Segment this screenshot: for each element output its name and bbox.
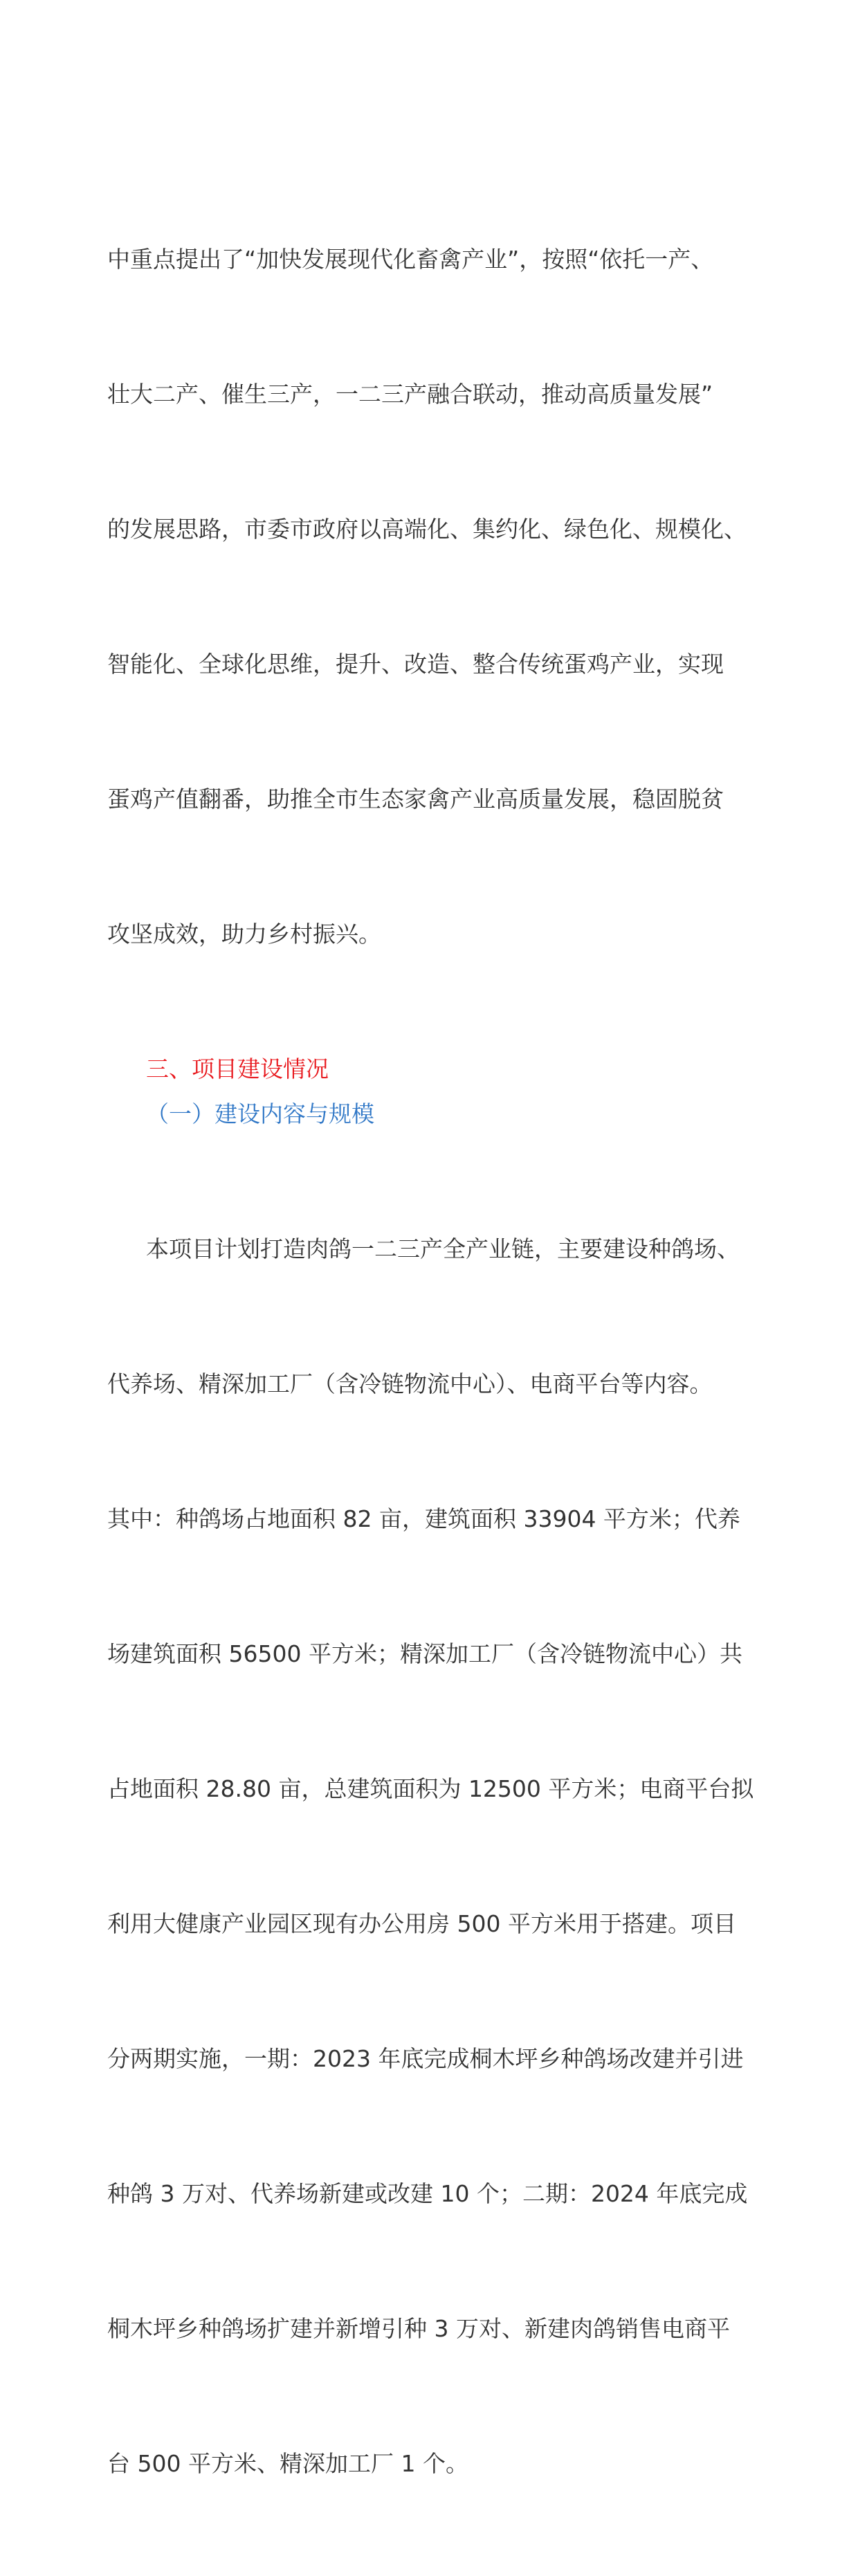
paragraph-line: 代养场、精深加工厂（含冷链物流中心）、电商平台等内容。 bbox=[107, 1370, 713, 1397]
paragraph-line: 本项目计划打造肉鸽一二三产全产业链，主要建设种鸽场、 bbox=[146, 1235, 740, 1262]
subsection-heading: （一）建设内容与规模 bbox=[146, 1100, 374, 1127]
paragraph-line: 分两期实施，一期：2023 年底完成桐木坪乡种鸽场改建并引进 bbox=[107, 2045, 744, 2072]
paragraph-line: 桐木坪乡种鸽场扩建并新增引种 3 万对、新建肉鸽销售电商平 bbox=[107, 2315, 730, 2342]
paragraph-line: 的发展思路，市委市政府以高端化、集约化、绿色化、规模化、 bbox=[107, 516, 747, 543]
paragraph-line: 场建筑面积 56500 平方米；精深加工厂（含冷链物流中心）共 bbox=[107, 1640, 742, 1667]
paragraph-line: 攻坚成效，助力乡村振兴。 bbox=[107, 920, 381, 947]
paragraph-line: 占地面积 28.80 亩，总建筑面积为 12500 平方米；电商平台拟 bbox=[107, 1775, 754, 1802]
document-body bbox=[107, 147, 754, 2576]
paragraph-line: 台 500 平方米、精深加工厂 1 个。 bbox=[107, 2450, 468, 2477]
paragraph-line: 壮大二产、催生三产，一二三产融合联动，推动高质量发展” bbox=[107, 381, 713, 408]
paragraph-line: 其中：种鸽场占地面积 82 亩，建筑面积 33904 平方米；代养 bbox=[107, 1505, 740, 1532]
section-heading: 三、项目建设情况 bbox=[146, 1055, 329, 1082]
paragraph-line: 蛋鸡产值翻番，助推全市生态家禽产业高质量发展，稳固脱贫 bbox=[107, 786, 724, 813]
intro-paragraph bbox=[107, 147, 751, 1046]
content-paragraph bbox=[107, 1136, 754, 2576]
paragraph-line: 智能化、全球化思维，提升、改造、整合传统蛋鸡产业，实现 bbox=[107, 651, 724, 678]
paragraph-line: 利用大健康产业园区现有办公用房 500 平方米用于搭建。项目 bbox=[107, 1910, 736, 1937]
paragraph-line: 种鸽 3 万对、代养场新建或改建 10 个；二期：2024 年底完成 bbox=[107, 2180, 748, 2207]
paragraph-line: 中重点提出了“加快发展现代化畜禽产业”，按照“依托一产、 bbox=[107, 246, 714, 273]
